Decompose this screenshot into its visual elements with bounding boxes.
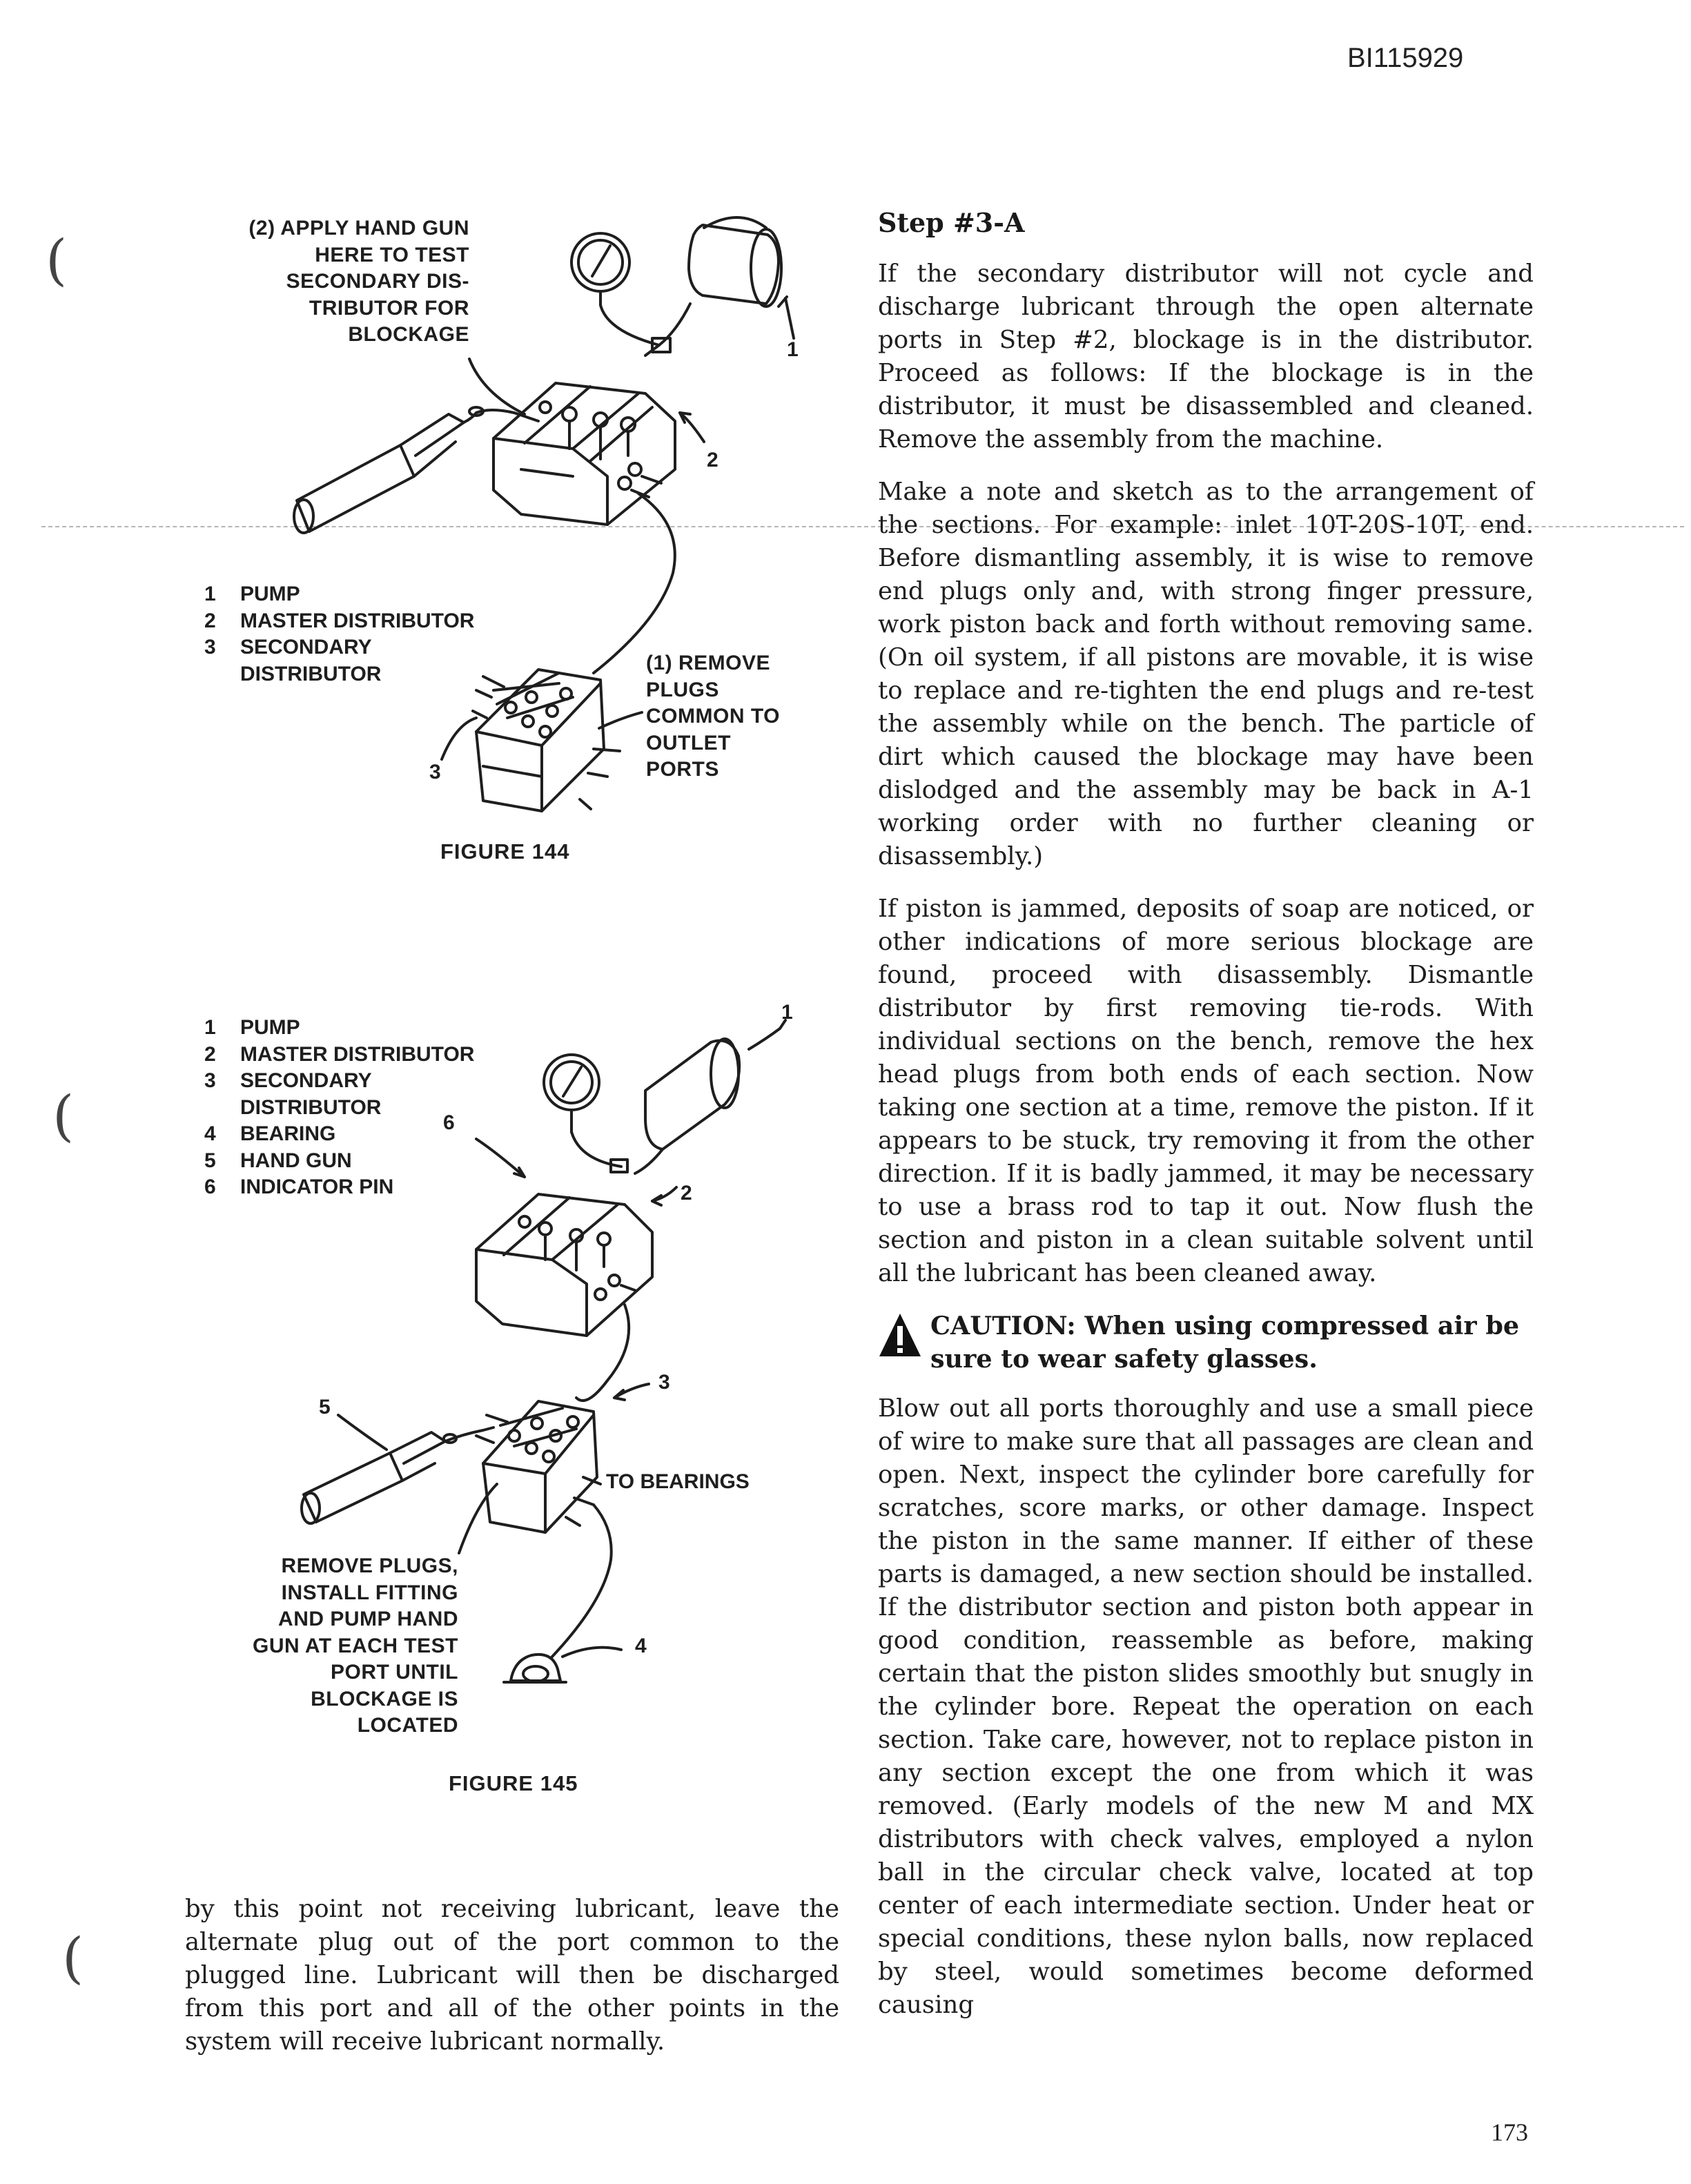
legend-item	[204, 1042, 474, 1069]
paragraph: If piston is jammed, deposits of soap are noticed, or other indications of more serious blockage are found, proceed with disassembly. Dismantle distributor by first removing tie-rods. With individual sections on the bench, remove the hex head plugs from both ends of each section. Now taking one section at a time, remove the piston. If it appears to be stuck, try removing it from the other direction. If it is badly jammed, it may be necessary to use a brass rod to tap it out. Now flush the section and piston in a clean suitable solvent until all the lubricant has been cleaned away.	[878, 895, 1534, 1287]
legend-text: SECONDARY	[240, 636, 372, 659]
legend-item	[204, 1148, 474, 1175]
legend-number: 5	[204, 1149, 216, 1172]
paragraph: Blow out all ports thoroughly and use a small piece of wire to make sure that all passages are clean and open. Next, inspect the cylinder bore carefully for scratches, score marks, or other damage. Inspect the piston in the same manner. If either of these parts is damaged, a new section should be installed. If the distributor section and piston both appear in good condition, reassemble as before, making certain that the piston slides smoothly but snugly in the cylinder bore. Repeat the operation on each section. Take care, however, not to replace piston in any section except the one from which it was removed. (Early models of the new M and MX distributors with check valves, employed a nylon ball in the circular check valve, located at top center of each intermediate section. Under heat or special conditions, these nylon balls, now replaced by steel, would sometimes become deformed causing	[878, 1394, 1534, 2019]
right-column	[878, 207, 1534, 2041]
master-distributor-block	[476, 1194, 652, 1336]
caution-notice	[878, 1309, 1534, 1376]
pump-icon	[645, 1020, 785, 1149]
paragraph: by this point not receiving lubricant, leave the alternate plug out of the port common to the plugged line. Lubricant will then be discharged from this port and all of the other points in the system will receive lubricant normally.	[185, 1895, 839, 2056]
callout-number: 4	[635, 1635, 647, 1657]
figure-145-remove-label: REMOVE PLUGS, INSTALL FITTING AND PUMP HAND GUN AT EACH TEST PORT UNTIL BLOCKAGE IS LOCATED	[253, 1554, 458, 1737]
bearing-icon	[504, 1655, 566, 1682]
binding-mark: (	[62, 1926, 84, 1990]
legend-number: 3	[204, 1069, 216, 1092]
binding-mark: (	[46, 228, 68, 292]
hand-gun-icon	[294, 407, 538, 533]
figure-area	[0, 0, 856, 1864]
legend-item	[204, 581, 474, 608]
callout-number: 5	[319, 1396, 331, 1418]
callout-number: 3	[658, 1371, 670, 1394]
legend-text: PUMP	[240, 1016, 300, 1039]
paragraph: If the secondary distributor will not cycle and discharge lubricant through the open alternate ports in Step #2, blockage is in the distributor. Proceed as follows: If the blockage is in the distributor, it must be disassembled and cleaned. Remove the assembly from the machine.	[878, 260, 1534, 454]
legend-number: 2	[204, 609, 216, 632]
hand-gun-icon	[302, 1427, 493, 1523]
figure-144-apply-label: (2) APPLY HAND GUN HERE TO TEST SECONDARY DIS- TRIBUTOR FOR BLOCKAGE	[248, 217, 469, 346]
secondary-distributor-block	[473, 670, 620, 811]
legend-text: MASTER DISTRIBUTOR	[240, 609, 475, 632]
callout-number: 2	[681, 1182, 692, 1205]
pressure-gauge-icon	[544, 1055, 599, 1132]
warning-triangle-icon	[878, 1312, 922, 1358]
figure-145-caption: FIGURE 145	[449, 1771, 578, 1795]
legend-item	[204, 634, 474, 661]
figure-144-legend	[204, 581, 474, 688]
pump-icon	[689, 217, 794, 338]
callout-number: 1	[787, 338, 799, 361]
figure-144-caption: FIGURE 144	[440, 839, 570, 864]
callout-number: 2	[707, 449, 719, 471]
secondary-distributor-block	[476, 1401, 600, 1532]
legend-number: 4	[204, 1122, 216, 1145]
legend-number: 1	[204, 1016, 216, 1039]
binding-mark: (	[52, 1084, 75, 1148]
to-bearings-label: TO BEARINGS	[606, 1470, 750, 1493]
paragraph: Make a note and sketch as to the arrangement of the sections. For example: inlet 10T-20S-10T, end. Before dismantling assembly, it is wise to remove end plugs only and, with strong finger pressure, work piston back and forth without removing same. (On oil system, if all pistons are movable, it is wise to replace and re-tighten the end plugs and re-test the assembly while on the bench. The particle of dirt which caused the blockage may have been dislodged and the assembly may be back in A-1 working order with no further cleaning or disassembly.)	[878, 478, 1534, 870]
legend-text: INDICATOR PIN	[240, 1176, 394, 1198]
legend-item	[204, 661, 474, 688]
legend-number: 1	[204, 583, 216, 605]
legend-number	[204, 1095, 240, 1122]
legend-text: DISTRIBUTOR	[240, 1095, 382, 1119]
figure-145-legend	[204, 1015, 474, 1201]
legend-item	[204, 1068, 474, 1095]
step-heading: Step #3-A	[878, 207, 1025, 238]
caution-text: CAUTION: When using compressed air be sure to wear safety glasses.	[930, 1311, 1520, 1374]
left-column-text	[185, 1893, 839, 2078]
legend-text: HAND GUN	[240, 1149, 352, 1172]
legend-text: BEARING	[240, 1122, 336, 1145]
legend-text: PUMP	[240, 583, 300, 605]
legend-number	[204, 661, 240, 688]
legend-text: DISTRIBUTOR	[240, 662, 382, 685]
legend-item	[204, 1015, 474, 1042]
callout-number: 1	[781, 1001, 793, 1024]
legend-text: MASTER DISTRIBUTOR	[240, 1042, 475, 1066]
master-distributor-block	[493, 383, 675, 525]
legend-item	[204, 1095, 474, 1122]
legend-text: SECONDARY	[240, 1069, 372, 1092]
legend-item	[204, 1121, 474, 1148]
legend-number: 3	[204, 636, 216, 659]
callout-number: 6	[443, 1111, 455, 1134]
document-id: BI115929	[1347, 43, 1464, 73]
legend-number: 6	[204, 1176, 216, 1198]
callout-number: 3	[429, 761, 441, 783]
figure-144-remove-label: (1) REMOVE PLUGS COMMON TO OUTLET PORTS	[646, 652, 780, 781]
legend-item	[204, 608, 474, 635]
page-number: 173	[1491, 2118, 1528, 2146]
legend-number: 2	[204, 1042, 216, 1066]
legend-item	[204, 1174, 474, 1201]
pressure-gauge-icon	[571, 233, 629, 305]
